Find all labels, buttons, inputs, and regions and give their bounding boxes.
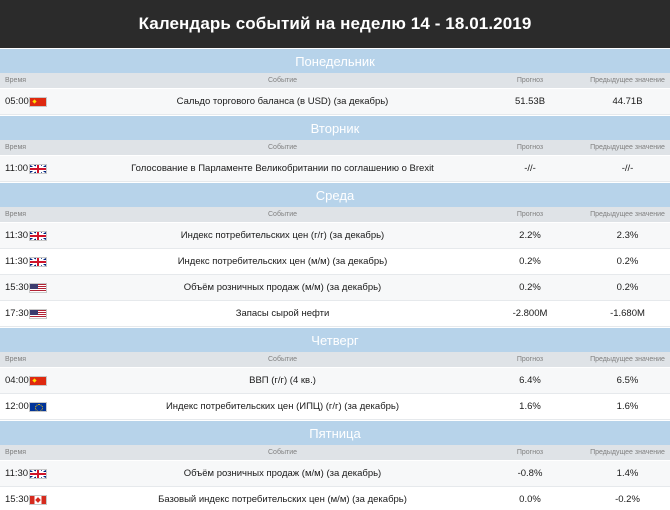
- event-time: 17:30: [5, 308, 29, 319]
- event-name: Объём розничных продаж (м/м) (за декабрь): [183, 282, 382, 293]
- event-forecast: 51.53B: [514, 96, 546, 107]
- event-previous: 0.2%: [616, 282, 639, 293]
- day-header: Пятница: [0, 420, 670, 445]
- day-header: Четверг: [0, 327, 670, 352]
- uk-flag-icon: [29, 164, 47, 174]
- column-header-forecast: Прогноз: [516, 211, 544, 218]
- eu-flag-icon: [29, 402, 47, 412]
- event-time: 05:00: [5, 96, 29, 107]
- event-forecast: 0.2%: [519, 256, 541, 267]
- column-header-previous: Предыдущее значение: [590, 211, 665, 218]
- event-row: [0, 394, 670, 420]
- event-name: Базовый индекс потребительских цен (м/м) (за декабрь): [158, 494, 407, 505]
- event-time-cell: [0, 308, 90, 319]
- uk-flag-icon: [29, 469, 47, 479]
- event-forecast: -//-: [524, 163, 536, 174]
- column-header-forecast: Прогноз: [516, 449, 544, 456]
- column-header-event: Событие: [268, 356, 297, 363]
- column-header-event: Событие: [268, 77, 297, 84]
- event-time-cell: [0, 163, 90, 174]
- event-name: Запасы сырой нефти: [235, 308, 330, 319]
- event-time: 11:30: [5, 468, 29, 479]
- column-header-row: [0, 352, 670, 368]
- event-row: [0, 89, 670, 115]
- event-time-cell: [0, 230, 90, 241]
- event-time-cell: [0, 401, 90, 412]
- event-time: 11:30: [5, 230, 29, 241]
- event-time-cell: [0, 468, 90, 479]
- column-header-row: [0, 73, 670, 89]
- event-forecast: 0.0%: [519, 494, 541, 505]
- event-previous: 1.6%: [616, 401, 639, 412]
- china-flag-icon: [29, 97, 47, 107]
- day-section: [0, 48, 670, 115]
- day-section: [0, 115, 670, 182]
- column-header-row: [0, 207, 670, 223]
- event-time-cell: [0, 256, 90, 267]
- event-time: 11:30: [5, 256, 29, 267]
- event-previous: 6.5%: [616, 375, 639, 386]
- column-header-forecast: Прогноз: [516, 144, 544, 151]
- event-name: ВВП (г/г) (4 кв.): [249, 375, 316, 386]
- column-header-event: Событие: [268, 144, 297, 151]
- event-name: Сальдо торгового баланса (в USD) (за декабрь): [176, 96, 389, 107]
- uk-flag-icon: [29, 231, 47, 241]
- event-name: Объём розничных продаж (м/м) (за декабрь): [183, 468, 382, 479]
- event-name: Индекс потребительских цен (ИПЦ) (г/г) (за декабрь): [165, 401, 400, 412]
- event-time: 12:00: [5, 401, 29, 412]
- event-calendar: [0, 48, 670, 510]
- event-forecast: -2.800M: [512, 308, 548, 319]
- event-name: Индекс потребительских цен (м/м) (за декабрь): [177, 256, 388, 267]
- column-header-row: [0, 140, 670, 156]
- day-header: Среда: [0, 182, 670, 207]
- page-title: Календарь событий на неделю 14 - 18.01.2019: [0, 0, 670, 48]
- event-row: [0, 301, 670, 327]
- day-section: [0, 420, 670, 510]
- column-header-time: Время: [5, 144, 27, 151]
- event-row: [0, 223, 670, 249]
- event-forecast: -0.8%: [517, 468, 543, 479]
- event-time-cell: [0, 494, 90, 505]
- uk-flag-icon: [29, 257, 47, 267]
- usa-flag-icon: [29, 309, 47, 319]
- event-forecast: 2.2%: [519, 230, 541, 241]
- event-time-cell: [0, 96, 90, 107]
- event-row: [0, 461, 670, 487]
- column-header-time: Время: [5, 211, 27, 218]
- event-row: [0, 487, 670, 510]
- event-time-cell: [0, 375, 90, 386]
- event-row: [0, 275, 670, 301]
- event-time-cell: [0, 282, 90, 293]
- event-row: [0, 249, 670, 275]
- event-previous: 2.3%: [616, 230, 639, 241]
- event-row: [0, 368, 670, 394]
- event-name: Индекс потребительских цен (г/г) (за декабрь): [180, 230, 385, 241]
- event-previous: 44.71B: [612, 96, 643, 107]
- day-section: [0, 182, 670, 327]
- column-header-event: Событие: [268, 449, 297, 456]
- column-header-forecast: Прогноз: [516, 356, 544, 363]
- column-header-time: Время: [5, 356, 27, 363]
- day-section: [0, 327, 670, 420]
- china-flag-icon: [29, 376, 47, 386]
- event-time: 15:30: [5, 494, 29, 505]
- column-header-row: [0, 445, 670, 461]
- event-time: 04:00: [5, 375, 29, 386]
- event-previous: -1.680M: [610, 308, 645, 319]
- column-header-previous: Предыдущее значение: [590, 449, 665, 456]
- event-previous: 0.2%: [616, 256, 639, 267]
- usa-flag-icon: [29, 283, 47, 293]
- event-time: 11:00: [5, 163, 29, 174]
- event-forecast: 6.4%: [519, 375, 541, 386]
- event-time: 15:30: [5, 282, 29, 293]
- event-row: [0, 156, 670, 182]
- column-header-time: Время: [5, 77, 27, 84]
- day-header: Понедельник: [0, 48, 670, 73]
- event-previous: 1.4%: [616, 468, 639, 479]
- event-name: Голосование в Парламенте Великобритании по соглашению о Brexit: [131, 163, 434, 174]
- event-previous: -//-: [621, 163, 634, 174]
- column-header-time: Время: [5, 449, 27, 456]
- event-forecast: 1.6%: [519, 401, 541, 412]
- column-header-event: Событие: [268, 211, 297, 218]
- event-forecast: 0.2%: [519, 282, 541, 293]
- event-previous: -0.2%: [615, 494, 640, 505]
- canada-flag-icon: [29, 495, 47, 505]
- column-header-previous: Предыдущее значение: [590, 356, 665, 363]
- day-header: Вторник: [0, 115, 670, 140]
- column-header-previous: Предыдущее значение: [590, 77, 665, 84]
- column-header-previous: Предыдущее значение: [590, 144, 665, 151]
- column-header-forecast: Прогноз: [516, 77, 544, 84]
